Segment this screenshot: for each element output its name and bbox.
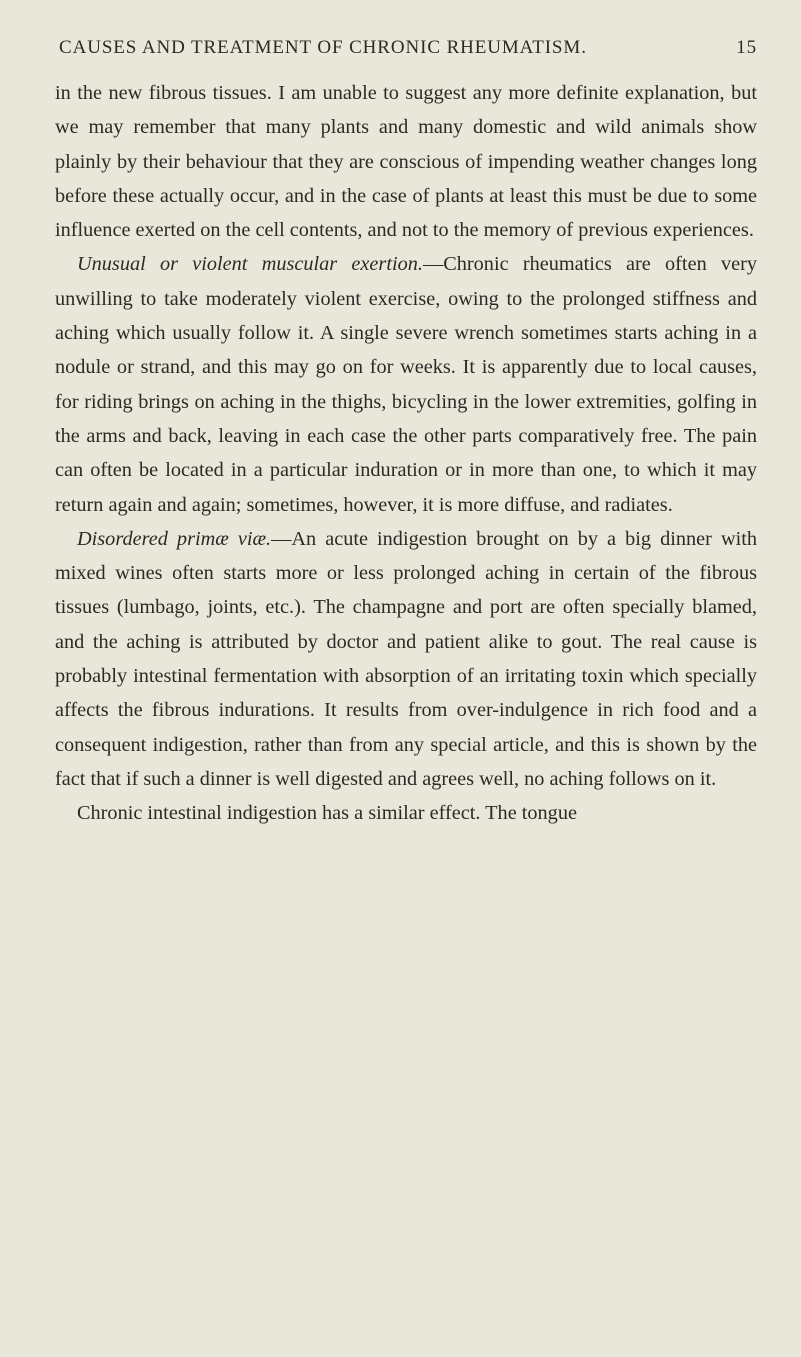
paragraph-4: [55, 796, 757, 830]
paragraph-text: —An acute indigestion brought on by a big dinner with mixed wines often starts more or less prolonged aching in certain of the fibrous tissues (lumbago, joints, etc.). The champagne and port are often specially blamed, and the aching is attributed by doctor and patient alike to gout. The real cause is probably intestinal fermentation with absorption of an irritating toxin which specially affects the fibrous indurations. It results from over-indulgence in rich food and a consequent indigestion, rather than from any special article, and this is shown by the fact that if such a dinner is well digested and agrees well, no aching follows on it.: [55, 527, 757, 790]
page-header: [55, 30, 757, 66]
paragraph-1: [55, 76, 757, 247]
paragraph-heading: Unusual or violent muscular exertion.: [77, 253, 423, 276]
body-text: [55, 76, 757, 831]
paragraph-text: —Chronic rheumatics are often very unwilling to take moderately violent exercise, owing to the prolonged stiffness and aching which usually follow it. A single severe wrench sometimes starts aching in a nodule or strand, and this may go on for weeks. It is apparently due to local causes, for riding brings on aching in the thighs, bicycling in the lower extremities, golfing in the arms and back, leaving in each case the other parts comparatively free. The pain can often be located in a particular induration or in more than one, to which it may return again and again; sometimes, however, it is more diffuse, and radiates.: [55, 253, 757, 516]
paragraph-text: Chronic intestinal indigestion has a similar effect. The tongue: [77, 802, 577, 825]
paragraph-2: [55, 247, 757, 521]
running-title: CAUSES AND TREATMENT OF CHRONIC RHEUMATISM.: [59, 37, 587, 58]
paragraph-heading: Disordered primæ viæ.: [77, 527, 272, 550]
paragraph-3: [55, 522, 757, 796]
page-number: 15: [736, 37, 757, 58]
paragraph-text: in the new fibrous tissues. I am unable to suggest any more definite explanation, but we may remember that many plants and many domestic and wild animals show plainly by their behaviour that they are conscious of impending weather changes long before these actually occur, and in the case of plants at least this must be due to some influence exerted on the cell contents, and not to the memory of previous experiences.: [55, 82, 757, 242]
